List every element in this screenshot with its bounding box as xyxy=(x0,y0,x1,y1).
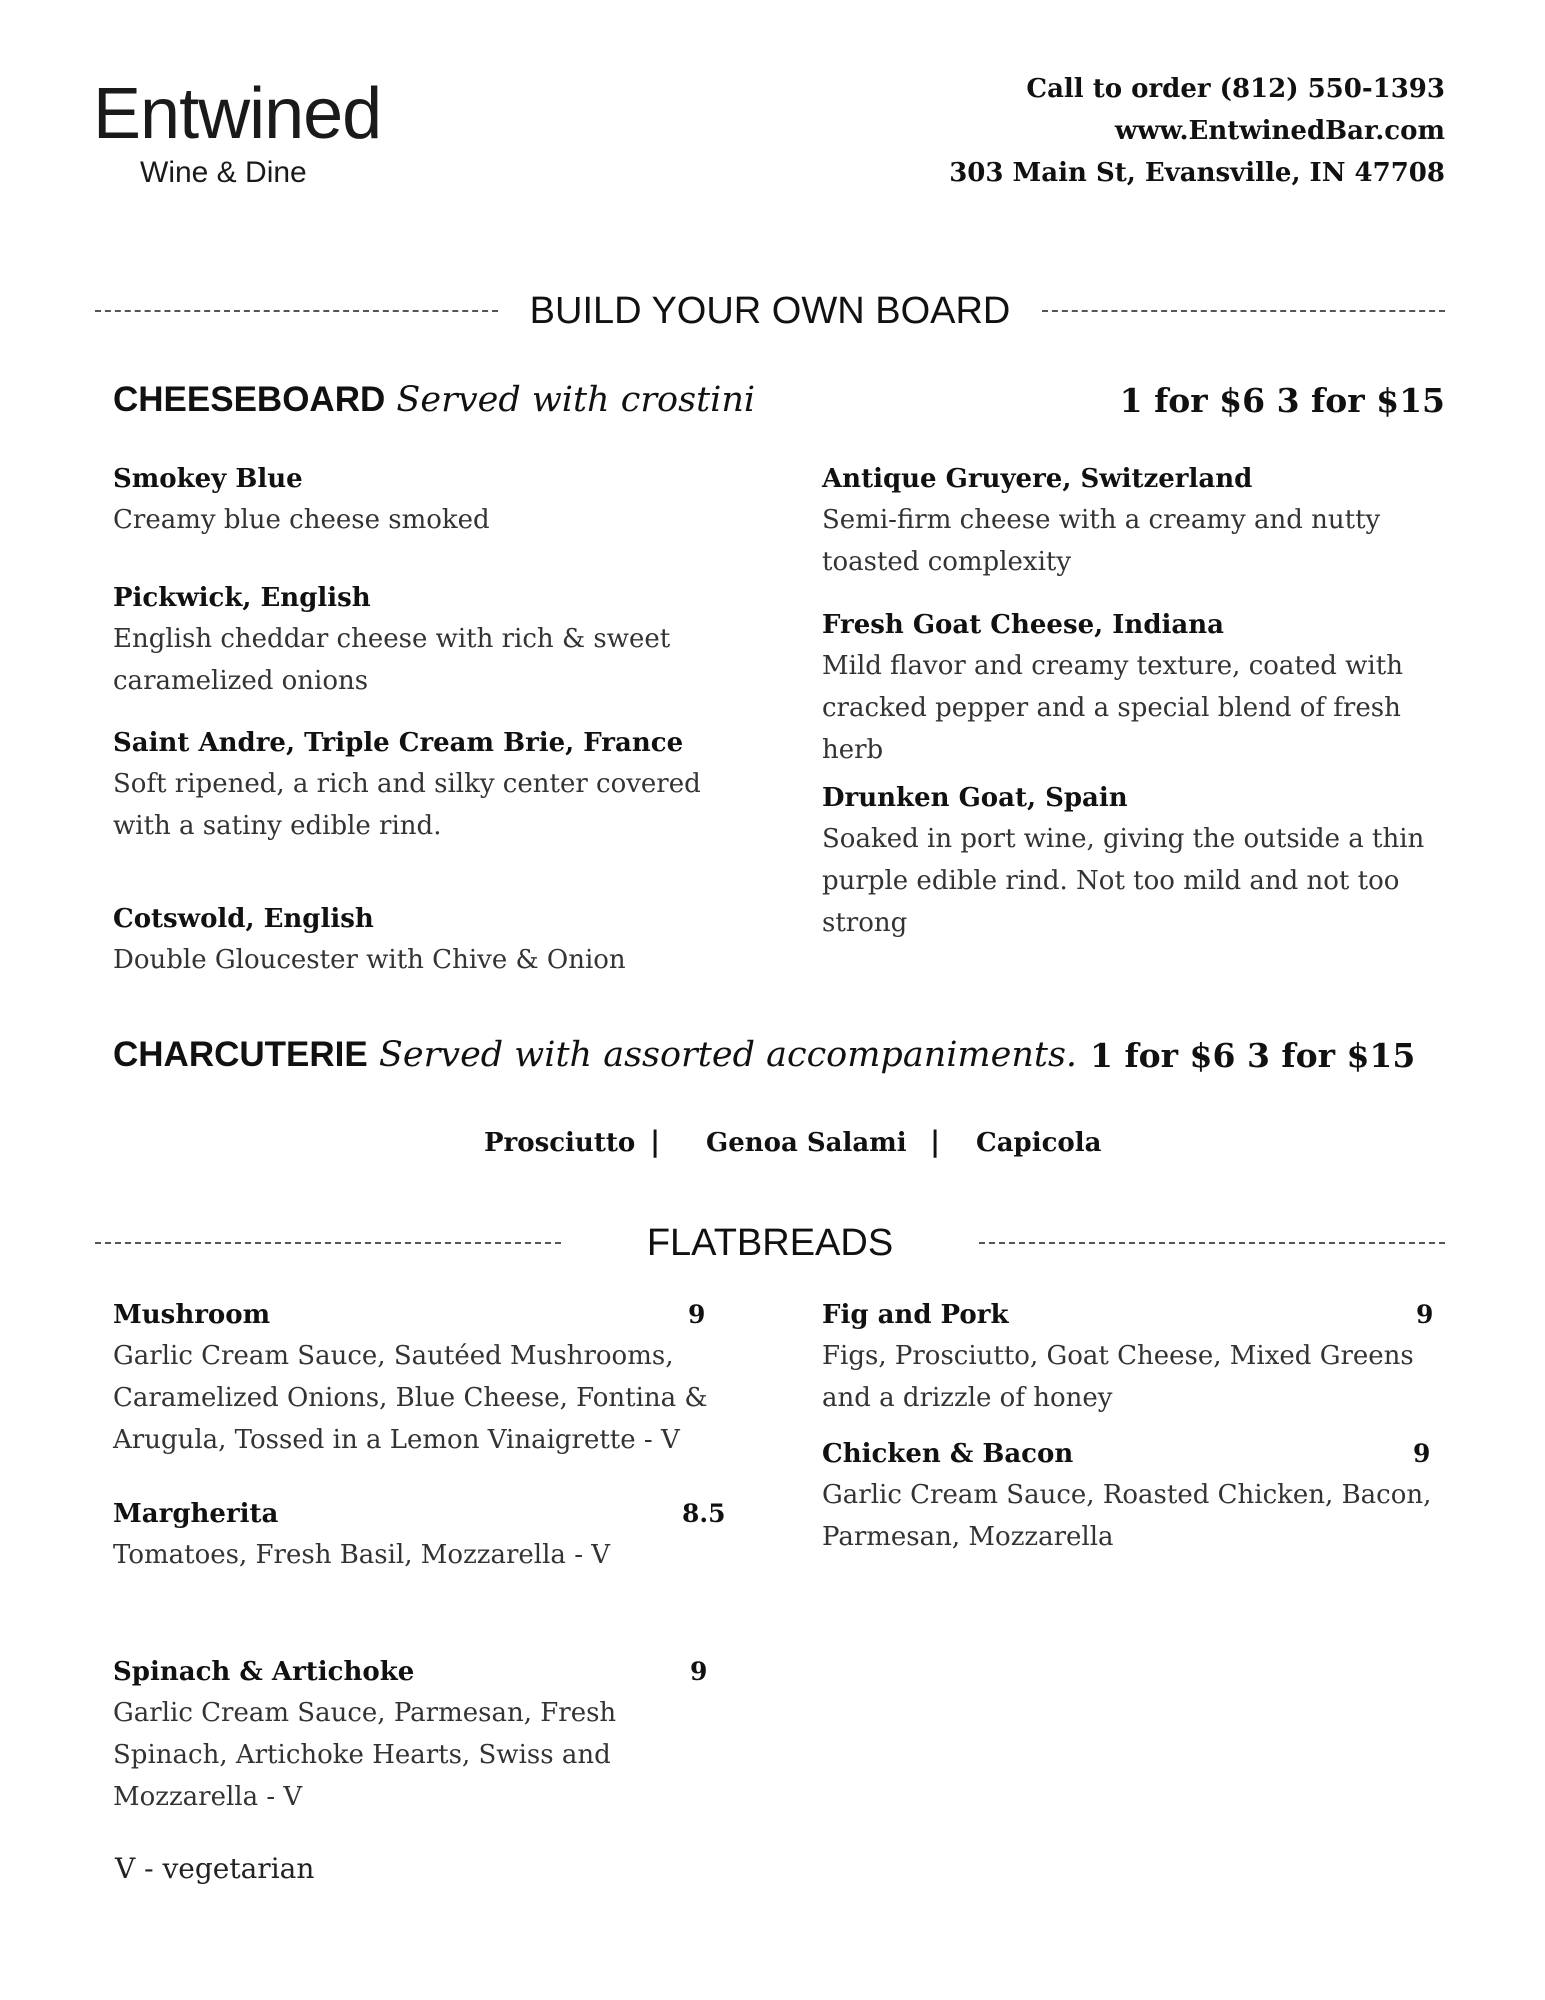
cheese-item-name: Antique Gruyere, Switzerland xyxy=(822,464,1253,494)
charcuterie-item: Prosciutto xyxy=(484,1128,636,1158)
dashed-rule-right xyxy=(979,1242,1445,1244)
cheese-item-desc: Mild flavor and creamy texture, coated with cracked pepper and a special blend of fresh herb xyxy=(822,651,1403,765)
flatbread-item-name: Chicken & Bacon xyxy=(822,1439,1074,1469)
flatbread-item-name: Mushroom xyxy=(113,1300,271,1330)
cheeseboard-header xyxy=(113,382,755,418)
charcuterie-item: Capicola xyxy=(976,1128,1102,1158)
flatbread-item-desc: Garlic Cream Sauce, Sautéed Mushrooms, Caramelized Onions, Blue Cheese, Fontina & Arugula, Tossed in a Lemon Vinaigrette - V xyxy=(113,1341,708,1455)
flatbread-item-price: 9 xyxy=(690,1657,708,1686)
flatbreads-title: FLATBREADS xyxy=(646,1222,894,1264)
flatbread-item-price: 9 xyxy=(1413,1439,1431,1468)
cheese-item-desc: English cheddar cheese with rich & sweet caramelized onions xyxy=(113,624,671,696)
board-section-heading xyxy=(95,292,1445,330)
charcuterie-header xyxy=(113,1037,1077,1073)
charcuterie-title: CHARCUTERIE xyxy=(113,1035,368,1074)
flatbread-item-price: 8.5 xyxy=(682,1499,726,1528)
charcuterie-item: Genoa Salami xyxy=(706,1128,907,1158)
flatbread-item-name: Spinach & Artichoke xyxy=(113,1657,415,1687)
charcuterie-note: Served with assorted accompaniments. xyxy=(378,1035,1078,1075)
contact-phone: Call to order (812) 550-1393 xyxy=(1026,74,1445,104)
flatbread-item-name: Fig and Pork xyxy=(822,1300,1009,1330)
dashed-rule-right xyxy=(1042,310,1445,312)
flatbreads-section-heading xyxy=(95,1224,1445,1262)
board-section-title: BUILD YOUR OWN BOARD xyxy=(529,290,1011,332)
charcuterie-separator: | xyxy=(930,1125,941,1158)
flatbread-item-desc: Garlic Cream Sauce, Parmesan, Fresh Spinach, Artichoke Hearts, Swiss and Mozzarella - V xyxy=(113,1698,617,1812)
cheese-item-name: Pickwick, English xyxy=(113,583,371,613)
cheese-item-name: Cotswold, English xyxy=(113,904,374,934)
cheese-item-name: Saint Andre, Triple Cream Brie, France xyxy=(113,728,684,758)
dashed-rule-left xyxy=(95,310,498,312)
cheese-item-desc: Soaked in port wine, giving the outside a thin purple edible rind. Not too mild and not too strong xyxy=(822,824,1425,938)
charcuterie-separator: | xyxy=(650,1125,661,1158)
flatbread-item-price: 9 xyxy=(688,1300,706,1329)
flatbread-item-name: Margherita xyxy=(113,1499,279,1529)
cheese-item-name: Fresh Goat Cheese, Indiana xyxy=(822,610,1224,640)
cheese-item-name: Drunken Goat, Spain xyxy=(822,783,1128,813)
cheese-item-name: Smokey Blue xyxy=(113,464,303,494)
cheeseboard-price: 1 for $6 3 for $15 xyxy=(1119,381,1445,420)
flatbread-item-desc: Figs, Prosciutto, Goat Cheese, Mixed Greens and a drizzle of honey xyxy=(822,1341,1414,1413)
brand-logo-tagline: Wine & Dine xyxy=(140,156,307,189)
cheese-item-desc: Double Gloucester with Chive & Onion xyxy=(113,945,626,975)
dashed-rule-left xyxy=(95,1242,561,1244)
contact-website[interactable]: www.EntwinedBar.com xyxy=(1114,116,1445,146)
cheese-item-desc: Creamy blue cheese smoked xyxy=(113,505,490,535)
cheese-item-desc: Semi-firm cheese with a creamy and nutty toasted complexity xyxy=(822,505,1381,577)
charcuterie-price: 1 for $6 3 for $15 xyxy=(1090,1036,1416,1075)
cheeseboard-title: CHEESEBOARD xyxy=(113,380,386,419)
flatbread-item-desc: Tomatoes, Fresh Basil, Mozzarella - V xyxy=(113,1540,611,1570)
brand-logo-name: Entwined xyxy=(93,74,382,154)
contact-address: 303 Main St, Evansville, IN 47708 xyxy=(949,158,1445,188)
flatbread-item-desc: Garlic Cream Sauce, Roasted Chicken, Bacon, Parmesan, Mozzarella xyxy=(822,1480,1432,1552)
cheeseboard-note: Served with crostini xyxy=(396,380,756,420)
cheese-item-desc: Soft ripened, a rich and silky center covered with a satiny edible rind. xyxy=(113,769,701,841)
vegetarian-legend: V - vegetarian xyxy=(115,1852,315,1885)
flatbread-item-price: 9 xyxy=(1416,1300,1434,1329)
